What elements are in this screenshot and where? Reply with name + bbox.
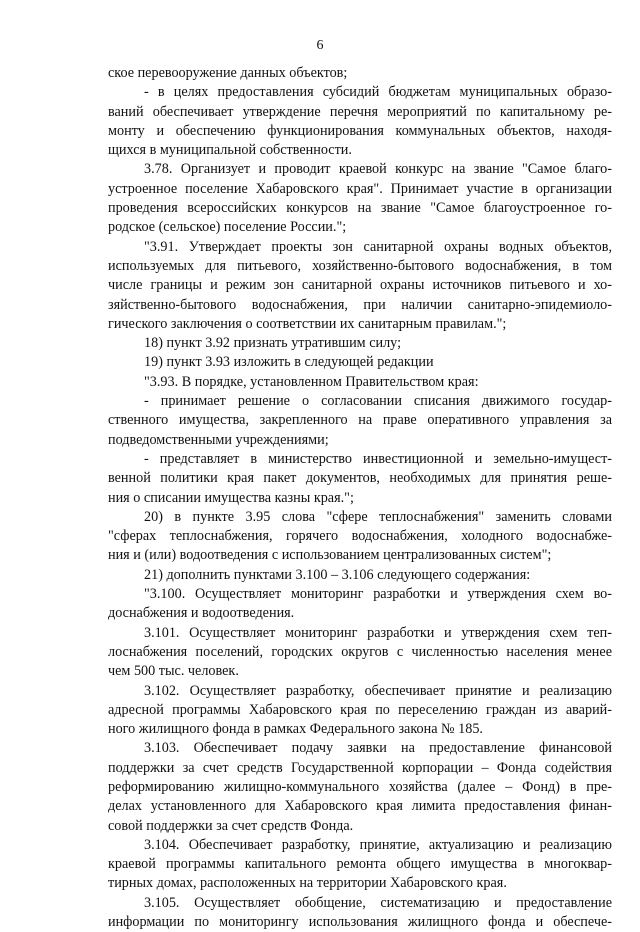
text-line: 18) пункт 3.92 признать утратившим силу; <box>144 335 402 352</box>
text-line: ния и (или) водоотведения с использованием централизованных систем"; <box>108 547 552 564</box>
text-line: краевой программы капитального ремонта общего имущества в многоквар- <box>108 856 612 873</box>
text-line: 3.103. Обеспечивает подачу заявки на предоставление финансовой <box>144 740 612 757</box>
text-line: 20) в пункте 3.95 слова "сфере теплоснабжения" заменить словами <box>144 508 612 525</box>
text-line: 19) пункт 3.93 изложить в следующей редакции <box>144 354 434 371</box>
text-line: ного жилищного фонда в рамках Федерального закона № 185. <box>108 721 483 738</box>
text-line: "3.93. В порядке, установленном Правительством края: <box>144 373 479 390</box>
text-line: - принимает решение о согласовании списания движимого государ- <box>144 393 612 410</box>
text-line: ственного имущества, закрепленного на праве оперативного управления за <box>108 412 612 429</box>
text-line: чем 500 тыс. человек. <box>108 663 239 680</box>
text-line: "3.100. Осуществляет мониторинг разработки и утверждения схем во- <box>144 586 612 603</box>
text-line: 3.105. Осуществляет обобщение, систематизацию и предоставление <box>144 894 612 911</box>
text-line: щихся в муниципальной собственности. <box>108 142 352 159</box>
text-line: подведомственными учреждениями; <box>108 431 329 448</box>
text-line: доснабжения и водоотведения. <box>108 605 295 622</box>
text-line: 3.104. Обеспечивает разработку, принятие, актуализацию и реализацию <box>144 836 612 853</box>
text-line: лоснабжения поселений, городских округов с численностью населения менее <box>108 643 612 660</box>
text-line: делах установленного для Хабаровского края лимита предоставления финан- <box>108 798 612 815</box>
text-line: монту и обеспечению функционирования коммунальных объектов, находя- <box>108 122 612 139</box>
text-line: адресной программы Хабаровского края по переселению граждан из аварий- <box>108 701 612 718</box>
text-line: ваний обеспечивает утверждение перечня мероприятий по капитальному ре- <box>108 103 612 120</box>
page-number: 6 <box>316 38 324 53</box>
text-line: зяйственно-бытового водоснабжения, при наличии санитарно-эпидемиоло- <box>108 296 612 313</box>
document-body <box>108 64 612 932</box>
text-line: - представляет в министерство инвестиционной и земельно-имущест- <box>144 450 612 467</box>
text-line: ское перевооружение данных объектов; <box>108 65 348 81</box>
text-line: проведения всероссийских конкурсов на звание "Самое благоустроенное го- <box>108 200 612 217</box>
text-line: числе границы и режим зон санитарной охраны источников питьевого и хо- <box>108 277 612 294</box>
text-line: используемых для питьевого, хозяйственно-бытового водоснабжения, в том <box>108 257 612 274</box>
text-line: венной политики края пакет документов, необходимых для принятия реше- <box>108 470 612 487</box>
text-line: родское (сельское) поселение России."; <box>108 219 347 236</box>
text-line: устроенное поселение Хабаровского края". Принимает участие в организации <box>108 180 612 197</box>
text-line: гического заключения о соответствии их санитарным правилам."; <box>108 315 507 332</box>
text-line: ния о списании имущества казны края."; <box>108 489 354 506</box>
text-line: реформированию жилищно-коммунального хозяйства (далее – Фонд) в пре- <box>108 778 612 795</box>
text-line: информации по мониторингу использования жилищного фонда и обеспече- <box>108 914 612 931</box>
text-line: поддержки за счет средств Государственной корпорации – Фонда содействия <box>108 759 612 776</box>
text-line: 21) дополнить пунктами 3.100 – 3.106 следующего содержания: <box>144 566 531 583</box>
text-line: 3.101. Осуществляет мониторинг разработки и утверждения схем теп- <box>144 624 612 641</box>
text-line: 3.102. Осуществляет разработку, обеспечивает принятие и реализацию <box>144 682 612 699</box>
text-line: - в целях предоставления субсидий бюджетам муниципальных образо- <box>144 84 612 101</box>
text-line: "3.91. Утверждает проекты зон санитарной охраны водных объектов, <box>144 238 612 255</box>
text-line: "сферах теплоснабжения, горячего водоснабжения, холодного водоснабже- <box>108 528 612 545</box>
text-line: 3.78. Организует и проводит краевой конкурс на звание "Самое благо- <box>144 161 612 178</box>
text-line: тирных домах, расположенных на территории Хабаровского края. <box>108 875 507 892</box>
text-line: совой поддержки за счет средств Фонда. <box>108 817 354 834</box>
